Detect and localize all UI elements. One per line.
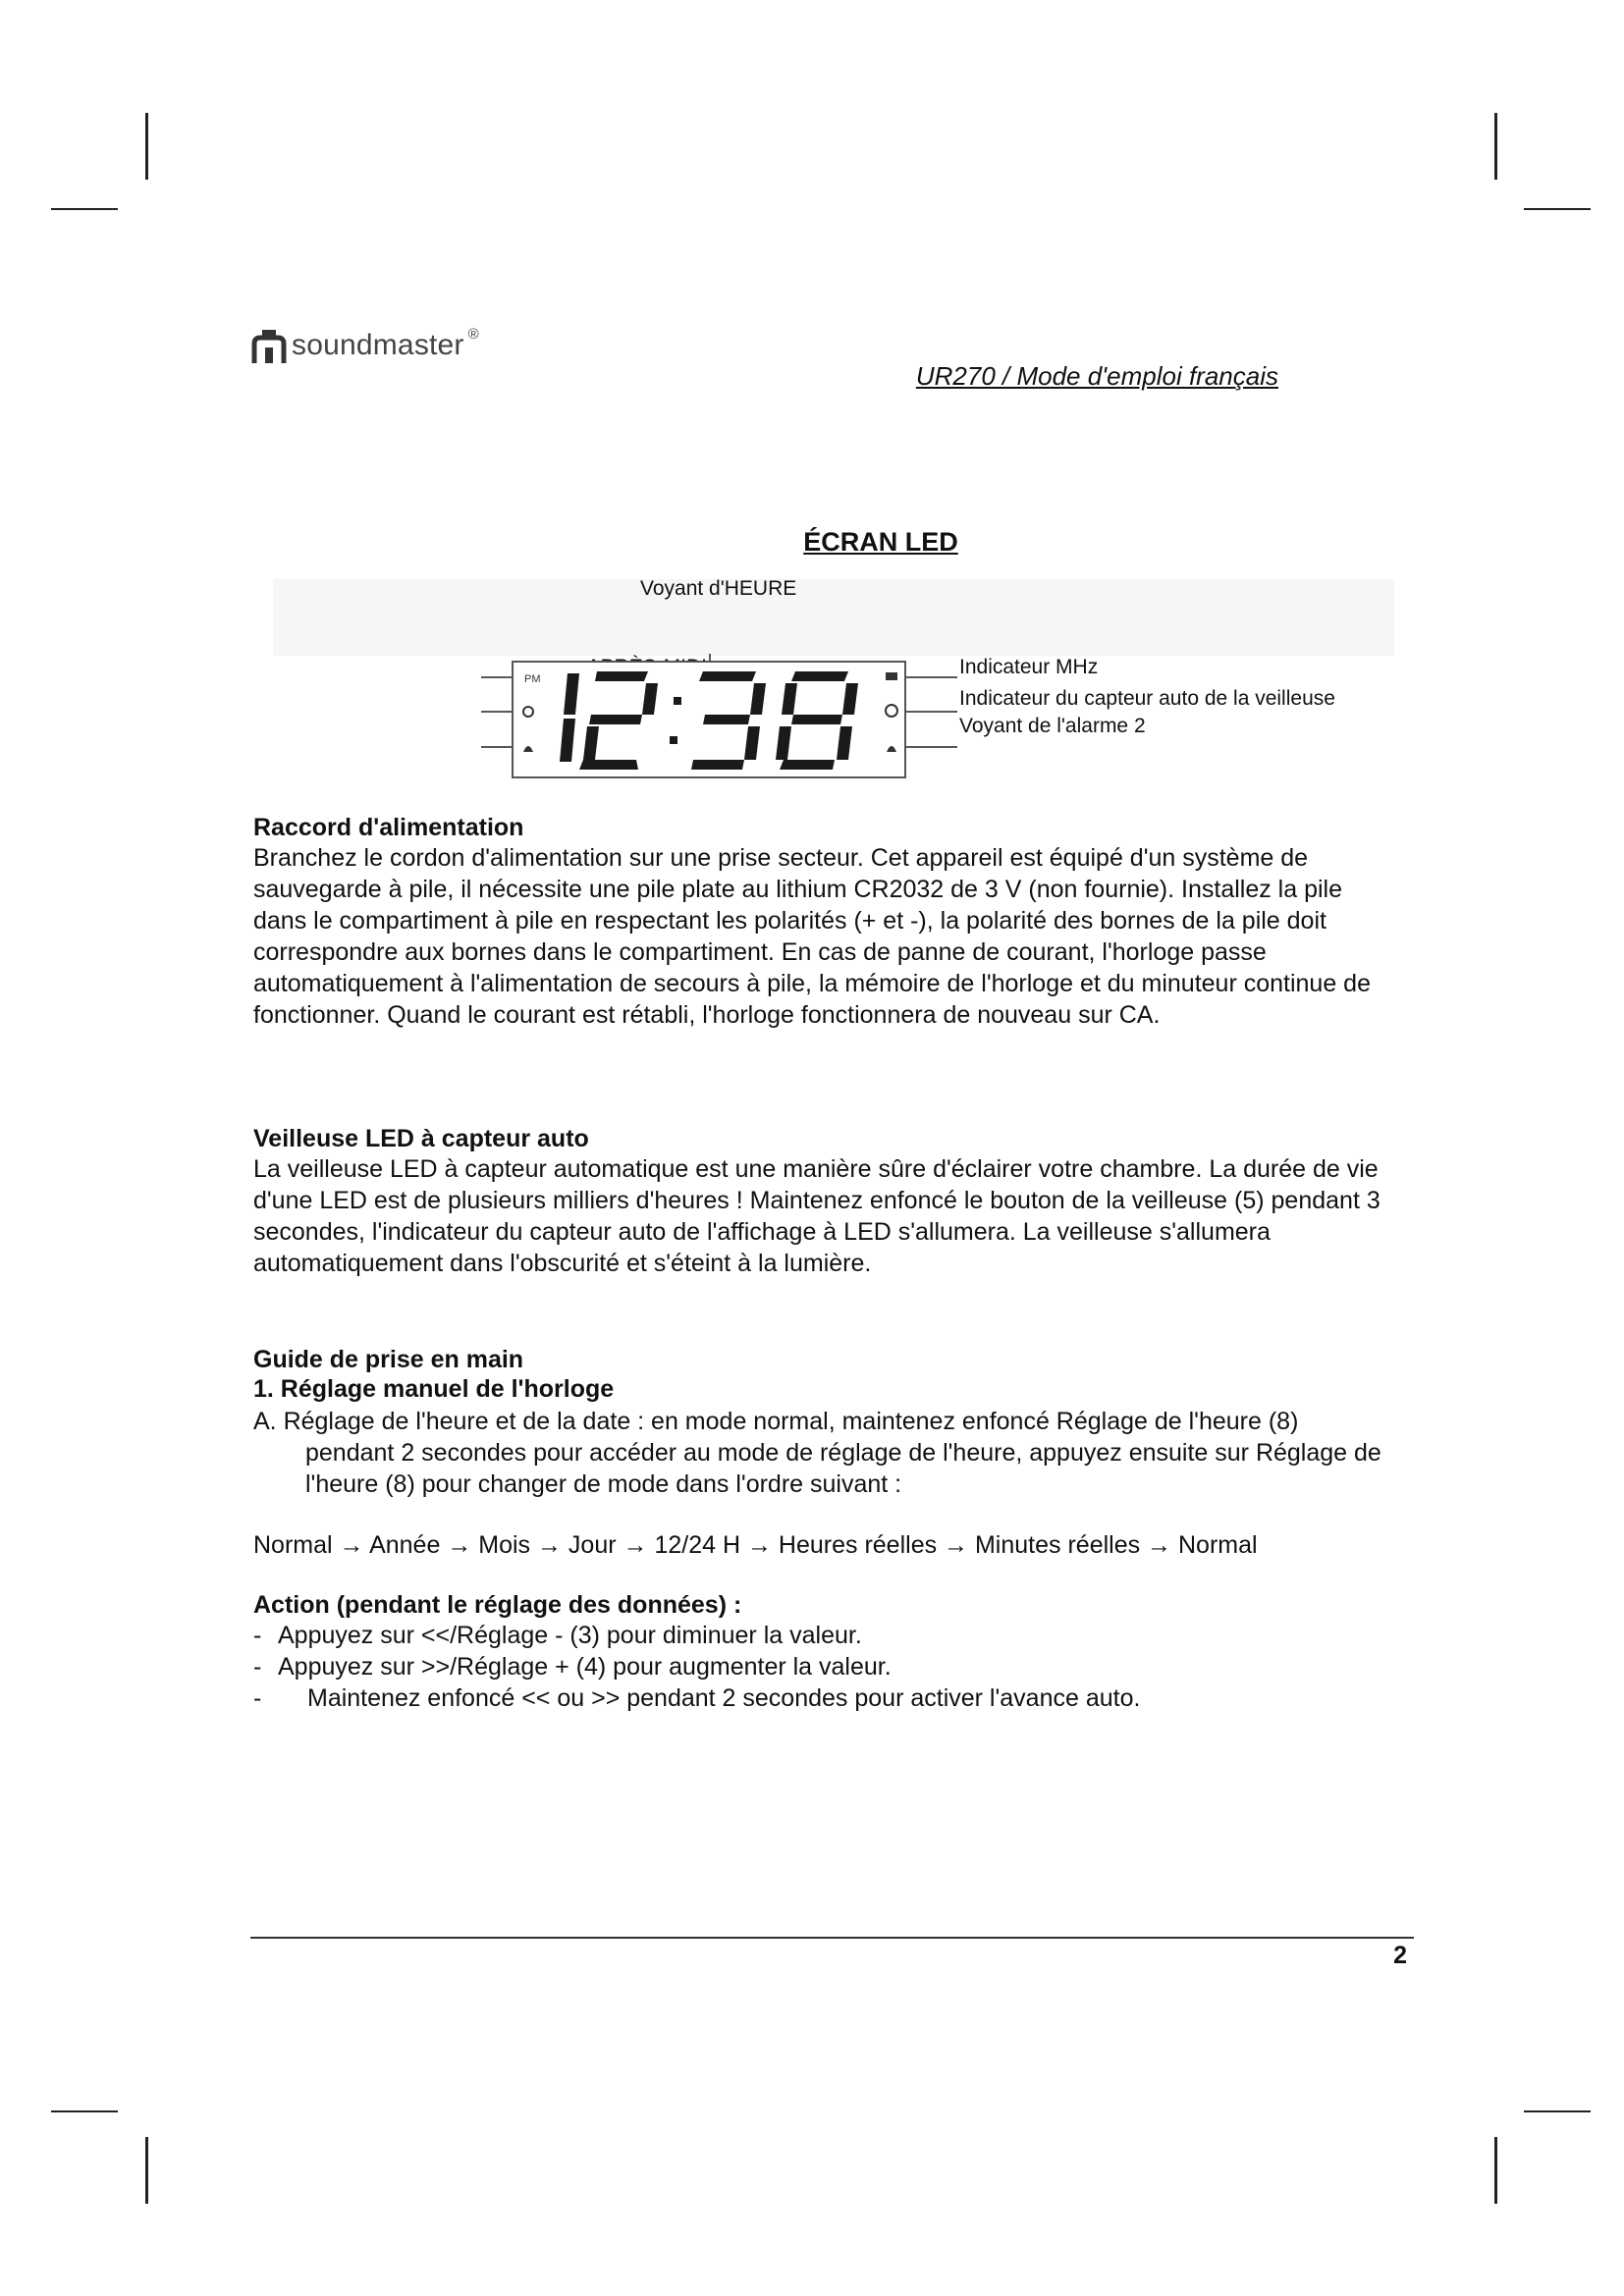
soundmaster-logo-icon bbox=[250, 326, 288, 365]
brand-name: soundmaster bbox=[292, 329, 464, 361]
nightlight-text: La veilleuse LED à capteur automatique est une manière sûre d'éclairer votre chambre. La durée de vie d'une LED est de plusieurs milliers d'heures ! Maintenez enfoncé le bouton de la veilleuse (5) pendant 3 secondes, l'indicateur du capteur auto de l'affichage à LED s'allumera. La veilleuse s'allumera automatiquement dans l'obscurité et s'éteint à la lumière. bbox=[253, 1155, 1380, 1277]
label-indicateur-mhz: Indicateur MHz bbox=[959, 656, 1099, 678]
section-title-ecran-led: ÉCRAN LED bbox=[803, 527, 958, 557]
power-title: Raccord d'alimentation bbox=[253, 814, 524, 841]
list-item: - Appuyez sur <</Réglage - (3) pour diminuer la valeur. bbox=[253, 1622, 862, 1649]
action-title: Action (pendant le réglage des données) : bbox=[253, 1591, 742, 1619]
lcd-display bbox=[481, 654, 962, 791]
section-nightlight bbox=[253, 1124, 1392, 1279]
guide-step-a: A. Réglage de l'heure et de la date : en mode normal, maintenez enfoncé Réglage de l'heure (8) pendant 2 secondes pour accéder au mode de réglage de l'heure, appuyez ensuite sur Réglage de l'heure (8) pour changer de mode dans l'ordre suivant : bbox=[253, 1408, 1381, 1498]
crop-mark bbox=[1494, 113, 1497, 180]
crop-mark bbox=[51, 208, 118, 210]
nightlight-title: Veilleuse LED à capteur auto bbox=[253, 1125, 589, 1152]
action-list bbox=[253, 1620, 1392, 1714]
led-display-diagram bbox=[245, 577, 1394, 798]
mhz-indicator-icon bbox=[886, 672, 897, 680]
section-power bbox=[253, 813, 1392, 1031]
crop-mark bbox=[145, 113, 148, 180]
crop-mark bbox=[51, 2110, 118, 2112]
bullet-marker: - bbox=[253, 1622, 262, 1649]
registered-mark: ® bbox=[467, 325, 479, 343]
guide-subtitle: 1. Réglage manuel de l'horloge bbox=[253, 1375, 615, 1403]
crop-mark bbox=[1524, 208, 1591, 210]
footer-rule bbox=[250, 1937, 1414, 1939]
crop-mark bbox=[1494, 2137, 1497, 2204]
power-text: Branchez le cordon d'alimentation sur une prise secteur. Cet appareil est équipé d'un système de sauvegarde à pile, il nécessite une pile plate au lithium CR2032 de 3 V (non fournie). Installez la pile dans le compartiment à pile en respectant les polarités (+ et -), la polarité des bornes de la pile doit correspondre aux bornes dans le compartiment. En cas de panne de courant, l'horloge passe automatiquement à l'alimentation de secours à pile, la mémoire de l'horloge et du minuteur continue de fonctionner. Quand le courant est rétabli, l'horloge fonctionnera de nouveau sur CA. bbox=[253, 844, 1371, 1029]
list-item: - Maintenez enfoncé << ou >> pendant 2 secondes pour activer l'avance auto. bbox=[253, 1684, 1141, 1712]
label-voyant-heure: Voyant d'HEURE bbox=[640, 577, 797, 600]
guide-title: Guide de prise en main bbox=[253, 1346, 524, 1373]
section-guide bbox=[253, 1345, 1392, 1714]
label-alarme-2: Voyant de l'alarme 2 bbox=[959, 715, 1146, 737]
page-number: 2 bbox=[1393, 1942, 1407, 1969]
bullet-marker: - bbox=[253, 1653, 262, 1681]
mode-sequence: Normal → Année → Mois → Jour → 12/24 H → Heures réelles → Minutes réelles → Normal bbox=[253, 1531, 1258, 1559]
crop-mark bbox=[1524, 2110, 1591, 2112]
document-header-title: UR270 / Mode d'emploi français bbox=[915, 361, 1278, 391]
diagram-background bbox=[273, 579, 1394, 656]
label-capteur-auto: Indicateur du capteur auto de la veilleuse bbox=[959, 687, 1335, 710]
brand-logo bbox=[250, 324, 479, 367]
pm-indicator: PM bbox=[524, 673, 541, 685]
crop-mark bbox=[145, 2137, 148, 2204]
bullet-marker: - bbox=[253, 1684, 262, 1712]
list-item: - Appuyez sur >>/Réglage + (4) pour augmenter la valeur. bbox=[253, 1653, 892, 1681]
